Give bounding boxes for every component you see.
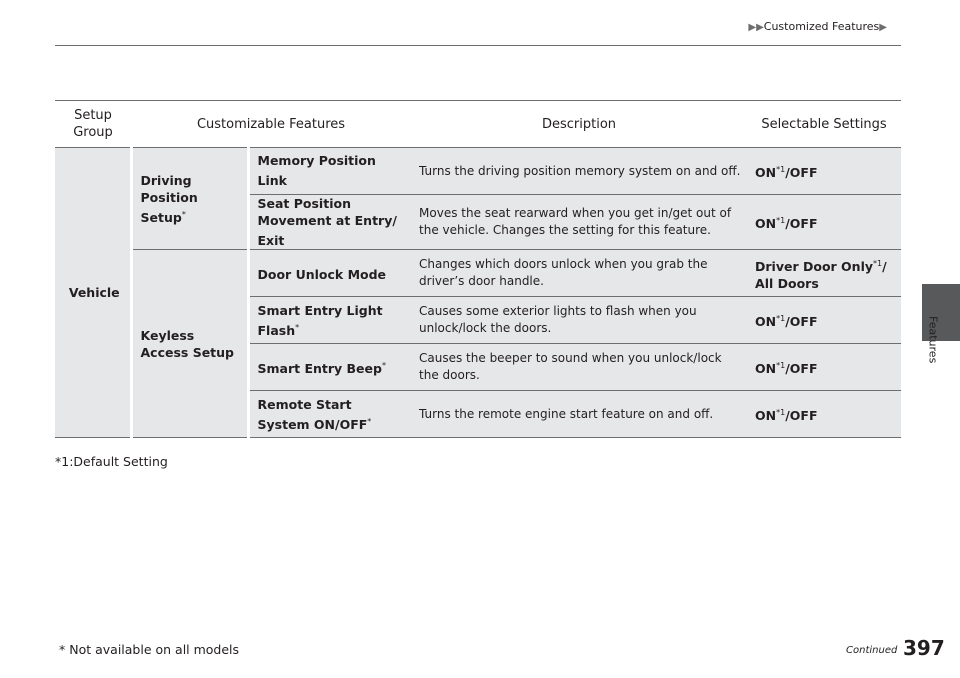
setting-b: OFF: [789, 361, 818, 377]
not-available-mark: *: [295, 322, 300, 332]
double-arrow-icon: ▶▶: [748, 22, 764, 33]
setup-group-cell: Vehicle: [55, 148, 131, 438]
description-cell: Turns the remote engine start feature on and off.: [411, 391, 747, 438]
description-cell: Changes which doors unlock when you grab the driver’s door handle.: [411, 250, 747, 297]
default-mark: *1: [873, 258, 883, 268]
not-available-mark: *: [367, 416, 372, 426]
setting-b: OFF: [789, 216, 818, 232]
default-mark: *1: [776, 361, 786, 371]
running-header: [0, 20, 887, 33]
feature-label: Seat Position Movement at Entry/ Exit: [257, 196, 397, 249]
setting-a: ON: [755, 165, 777, 181]
default-mark: *1: [776, 164, 786, 174]
page-number: 397: [903, 636, 945, 660]
header-setup-group: Setup Group: [55, 101, 131, 148]
not-available-mark: *: [381, 361, 386, 371]
setting-a: ON: [755, 314, 777, 330]
continued-label: Continued: [846, 645, 898, 656]
default-mark: *1: [776, 408, 786, 418]
subgroup-cell: [131, 250, 248, 438]
feature-cell: [248, 344, 411, 391]
subgroup-label: Driving Position Setup: [140, 172, 198, 225]
setting-b: All Doors: [755, 275, 819, 291]
setting-separator: /: [785, 361, 790, 377]
header-selectable-settings: Selectable Settings: [747, 101, 901, 148]
subgroup-label: Keyless Access Setup: [140, 327, 235, 360]
feature-label: Remote Start System ON/OFF: [257, 396, 368, 432]
setting-separator: /: [785, 408, 790, 424]
setting-separator: /: [785, 165, 790, 181]
setting-a: ON: [755, 361, 777, 377]
table-header-row: [55, 101, 901, 148]
setting-separator: /: [785, 216, 790, 232]
subgroup-cell: [131, 148, 248, 250]
customized-features-table: [55, 100, 901, 438]
settings-cell: [747, 344, 901, 391]
feature-cell: [248, 297, 411, 344]
section-tab-label: Features: [926, 316, 940, 364]
setting-b: OFF: [789, 408, 818, 424]
feature-label: Door Unlock Mode: [257, 267, 387, 283]
section-tab-label-box: [922, 308, 944, 372]
feature-label: Memory Position Link: [257, 153, 376, 189]
settings-cell: [747, 297, 901, 344]
feature-label: Smart Entry Beep: [257, 361, 382, 377]
feature-cell: [248, 148, 411, 195]
table-row: [55, 148, 901, 195]
settings-cell: [747, 250, 901, 297]
setting-b: OFF: [789, 314, 818, 330]
header-description: Description: [411, 101, 747, 148]
setting-a: ON: [755, 408, 777, 424]
arrow-icon: ▶: [879, 22, 887, 33]
description-cell: Moves the seat rearward when you get in/get out of the vehicle. Changes the setting for this feature.: [411, 195, 747, 250]
default-mark: *1: [776, 314, 786, 324]
header-rule: [55, 45, 901, 46]
settings-cell: [747, 148, 901, 195]
feature-cell: [248, 250, 411, 297]
settings-cell: [747, 391, 901, 438]
not-available-mark: *: [181, 209, 186, 219]
setting-a: Driver Door Only: [755, 258, 874, 274]
header-customizable-features: Customizable Features: [131, 101, 411, 148]
setting-b: OFF: [789, 165, 818, 181]
header-section-title: Customized Features: [763, 20, 880, 33]
feature-cell: [248, 195, 411, 250]
description-cell: Causes some exterior lights to flash when you unlock/lock the doors.: [411, 297, 747, 344]
feature-label: Smart Entry Light Flash: [257, 302, 383, 338]
availability-note: * Not available on all models: [59, 642, 240, 657]
setting-separator: /: [882, 258, 887, 274]
setting-a: ON: [755, 216, 777, 232]
setting-separator: /: [785, 314, 790, 330]
description-cell: Turns the driving position memory system on and off.: [411, 148, 747, 195]
table-row: [55, 250, 901, 297]
settings-cell: [747, 195, 901, 250]
default-setting-footnote: *1:Default Setting: [55, 454, 168, 469]
feature-cell: [248, 391, 411, 438]
default-mark: *1: [776, 216, 786, 225]
description-cell: Causes the beeper to sound when you unlock/lock the doors.: [411, 344, 747, 391]
